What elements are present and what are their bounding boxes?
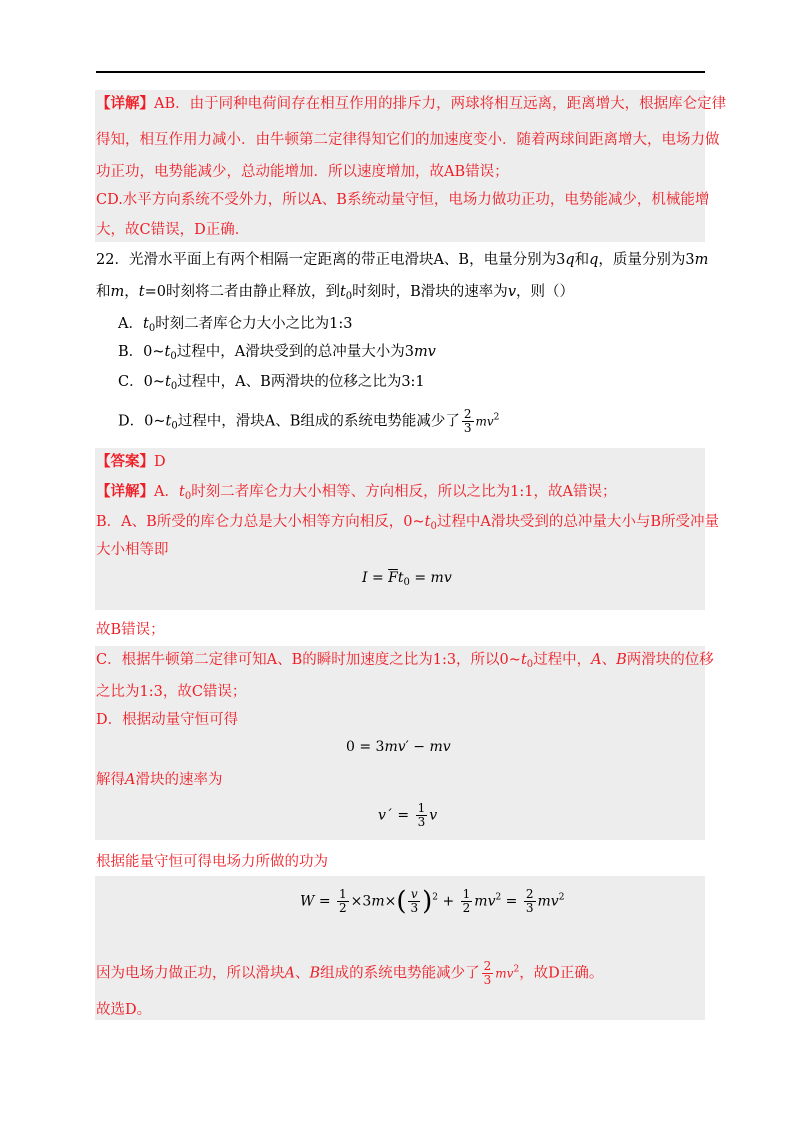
fraction <box>416 802 428 829</box>
math-var: mv <box>430 570 452 586</box>
math-var: v <box>378 807 386 824</box>
subscript: 0 <box>148 323 156 334</box>
math-var: t <box>165 413 172 430</box>
top-analysis-line5: 大，故C错误，D正确． <box>96 222 250 238</box>
numerator: 2 <box>463 407 472 421</box>
analysis-tag: 【详解】 <box>96 95 154 112</box>
math-var: t <box>138 284 145 300</box>
math-var: t <box>339 284 346 300</box>
text: B．A、B所受的库仑力总是大小相等方向相反，0~ <box>96 514 425 530</box>
math-var: t <box>164 374 171 390</box>
denominator: 3 <box>525 901 534 915</box>
fraction <box>408 888 420 915</box>
solution-a-line <box>96 482 617 502</box>
math-var: B <box>309 965 321 982</box>
fraction <box>524 888 536 915</box>
equation-velocity <box>378 802 437 829</box>
solution-d-line1: D．根据动量守恒可得 <box>96 712 239 728</box>
text: = <box>314 893 336 910</box>
subscript: 0 <box>430 521 437 532</box>
text: ，则（） <box>516 284 575 300</box>
question-stem-line2 <box>96 282 574 302</box>
text: ′ <box>405 739 409 755</box>
math-var: mv <box>475 414 494 429</box>
text: C．根据牛顿第二定律可知A、B的瞬时加速度之比为1:3，所以0~ <box>96 652 521 668</box>
header-rule <box>96 71 705 73</box>
denominator: 3 <box>483 973 492 987</box>
text: 、 <box>294 965 310 982</box>
subscript: 0 <box>526 659 534 670</box>
option-text: 时刻二者库仑力大小之比为1:3 <box>155 316 353 332</box>
text: ，故D正确。 <box>519 965 604 982</box>
math-var: t <box>397 570 404 586</box>
math-var: q <box>565 252 575 268</box>
top-analysis-line4: CD.水平方向系统不受外力，所以A、B系统动量守恒，电场力做功正功，电势能减少，机械能增 <box>96 192 710 208</box>
math-var: mv <box>429 739 451 755</box>
math-var: m <box>371 893 385 910</box>
option-label: A． <box>118 316 143 332</box>
text: 、 <box>601 652 617 668</box>
question-stem-line1 <box>96 250 708 270</box>
option-text: 过程中，滑块A、B组成的系统电势能减少了 <box>177 413 460 430</box>
superscript: 2 <box>558 892 565 903</box>
denominator: 3 <box>463 421 472 435</box>
solution-c-line2: 之比为1:3，故C错误； <box>96 684 247 700</box>
math-var: B <box>616 652 627 668</box>
numerator: 1 <box>417 801 426 815</box>
math-var: t <box>178 484 185 500</box>
equation-work <box>300 888 564 915</box>
text: 光滑水平面上有两个相隔一定距离的带正电滑块A、B，电量分别为3 <box>128 252 566 268</box>
math-var: mv <box>537 893 559 910</box>
top-analysis-line2: 得知，相互作用力减小．由牛顿第二定律得知它们的加速度变小．随着两球间距离增大，电场力做 <box>96 132 720 148</box>
subscript: 0 <box>345 291 353 302</box>
solution-tag: 【详解】 <box>96 483 154 500</box>
math-var: v <box>429 807 438 824</box>
text: = <box>367 570 389 586</box>
solution-c-line1 <box>96 650 714 670</box>
text: = <box>392 807 414 824</box>
text: 过程中A滑块受到的总冲量大小与B所受冲量 <box>436 514 719 530</box>
math-var: I <box>362 570 368 586</box>
subscript: 0 <box>170 381 178 392</box>
text: 和 <box>574 252 590 268</box>
text: =0时刻将二者由静止释放，到 <box>144 284 340 300</box>
option-text: 过程中，A、B两滑块的位移之比为3:1 <box>177 374 425 390</box>
option-label: D．0~ <box>118 413 166 430</box>
solution-d-line4 <box>96 960 603 987</box>
superscript: 2 <box>513 964 520 975</box>
text: ˊ <box>385 807 393 824</box>
math-var: mv <box>474 893 496 910</box>
numerator: 1 <box>462 887 471 901</box>
answer-value: D <box>154 454 166 470</box>
text: = <box>501 893 522 910</box>
denominator: 3 <box>410 901 419 915</box>
math-var: v <box>507 284 517 300</box>
denominator: 2 <box>462 901 471 915</box>
option-label: C．0~ <box>118 374 165 390</box>
option-label: B．0~ <box>118 344 165 360</box>
option-d[interactable] <box>118 408 499 435</box>
text: 时刻二者库仑力大小相等、方向相反，所以之比为1:1，故A错误； <box>191 484 617 500</box>
subscript: 0 <box>170 351 177 362</box>
superscript: 2 <box>493 412 500 423</box>
math-var: m <box>694 252 709 268</box>
denominator: 3 <box>417 815 426 829</box>
option-a[interactable] <box>118 314 353 334</box>
left-paren: ( <box>396 886 407 917</box>
subscript: 0 <box>171 420 178 432</box>
text: AB．由于同种电荷间存在相互作用的排斥力，两球将相互远离，距离增大，根据库仑定律 <box>154 96 727 112</box>
text: 解得 <box>96 772 125 788</box>
math-var: $\overline{F}$ <box>388 570 398 586</box>
math-var: mv <box>384 739 406 755</box>
answer-line <box>96 452 166 472</box>
fraction <box>462 408 474 435</box>
math-var: mv <box>413 344 436 360</box>
text: ，质量分别为3 <box>598 252 695 268</box>
text: − <box>408 739 430 755</box>
text: ×3 <box>350 893 372 910</box>
denominator: 2 <box>339 901 347 915</box>
option-c[interactable] <box>118 372 425 392</box>
text: A． <box>154 484 179 500</box>
math-var: A <box>125 772 136 788</box>
superscript: 2 <box>495 892 502 903</box>
solution-d-line3: 根据能量守恒可得电场力所做的功为 <box>96 854 328 870</box>
math-var: m <box>110 284 125 300</box>
option-text: 过程中，A滑块受到的总冲量大小为3 <box>176 344 414 360</box>
solution-b-conclusion: 故B错误； <box>96 622 165 638</box>
text: 两滑块的位移 <box>626 652 714 668</box>
text: 滑块的速率为 <box>135 772 223 788</box>
fraction <box>337 888 349 915</box>
math-var: A <box>284 965 295 982</box>
text: 过程中， <box>533 652 592 668</box>
text: 时刻时，B滑块的速率为 <box>352 284 508 300</box>
math-var: W <box>300 893 315 910</box>
numerator: 1 <box>339 887 347 901</box>
math-var: t <box>520 652 527 668</box>
superscript: 2 <box>432 892 439 903</box>
text: 0 = 3 <box>346 739 385 755</box>
equation-impulse <box>362 568 452 588</box>
text: 因为电场力做正功，所以滑块 <box>96 965 285 982</box>
option-b[interactable] <box>118 342 436 362</box>
fraction <box>461 888 473 915</box>
numerator: 2 <box>483 959 492 973</box>
subscript: 0 <box>403 577 410 588</box>
text: = <box>409 570 431 586</box>
question-number: 22． <box>96 252 129 268</box>
text: × <box>384 893 397 910</box>
text: ， <box>124 284 139 300</box>
math-var: t <box>142 316 149 332</box>
math-var: q <box>589 252 599 268</box>
solution-b-line2: 大小相等即 <box>96 542 169 558</box>
right-paren: ) <box>422 886 433 917</box>
math-var: A <box>591 652 602 668</box>
math-var: t <box>424 514 431 530</box>
top-analysis-line1 <box>96 94 726 114</box>
math-var: mv <box>495 966 514 981</box>
subscript: 0 <box>184 491 192 502</box>
text: + <box>438 893 459 910</box>
top-analysis-line3: 功正功，电势能减少，总动能增加．所以速度增加，故AB错误； <box>96 164 509 180</box>
solution-d-line2 <box>96 770 222 790</box>
answer-tag: 【答案】 <box>96 453 154 470</box>
text: 组成的系统电势能减少了 <box>320 965 480 982</box>
text: 和 <box>96 284 111 300</box>
solution-final: 故选D。 <box>96 1002 152 1018</box>
solution-b-line1 <box>96 512 719 532</box>
numerator: 2 <box>525 887 534 901</box>
equation-momentum <box>346 737 451 757</box>
math-var: t <box>164 344 171 360</box>
numerator: v <box>408 888 420 902</box>
fraction <box>482 960 494 987</box>
